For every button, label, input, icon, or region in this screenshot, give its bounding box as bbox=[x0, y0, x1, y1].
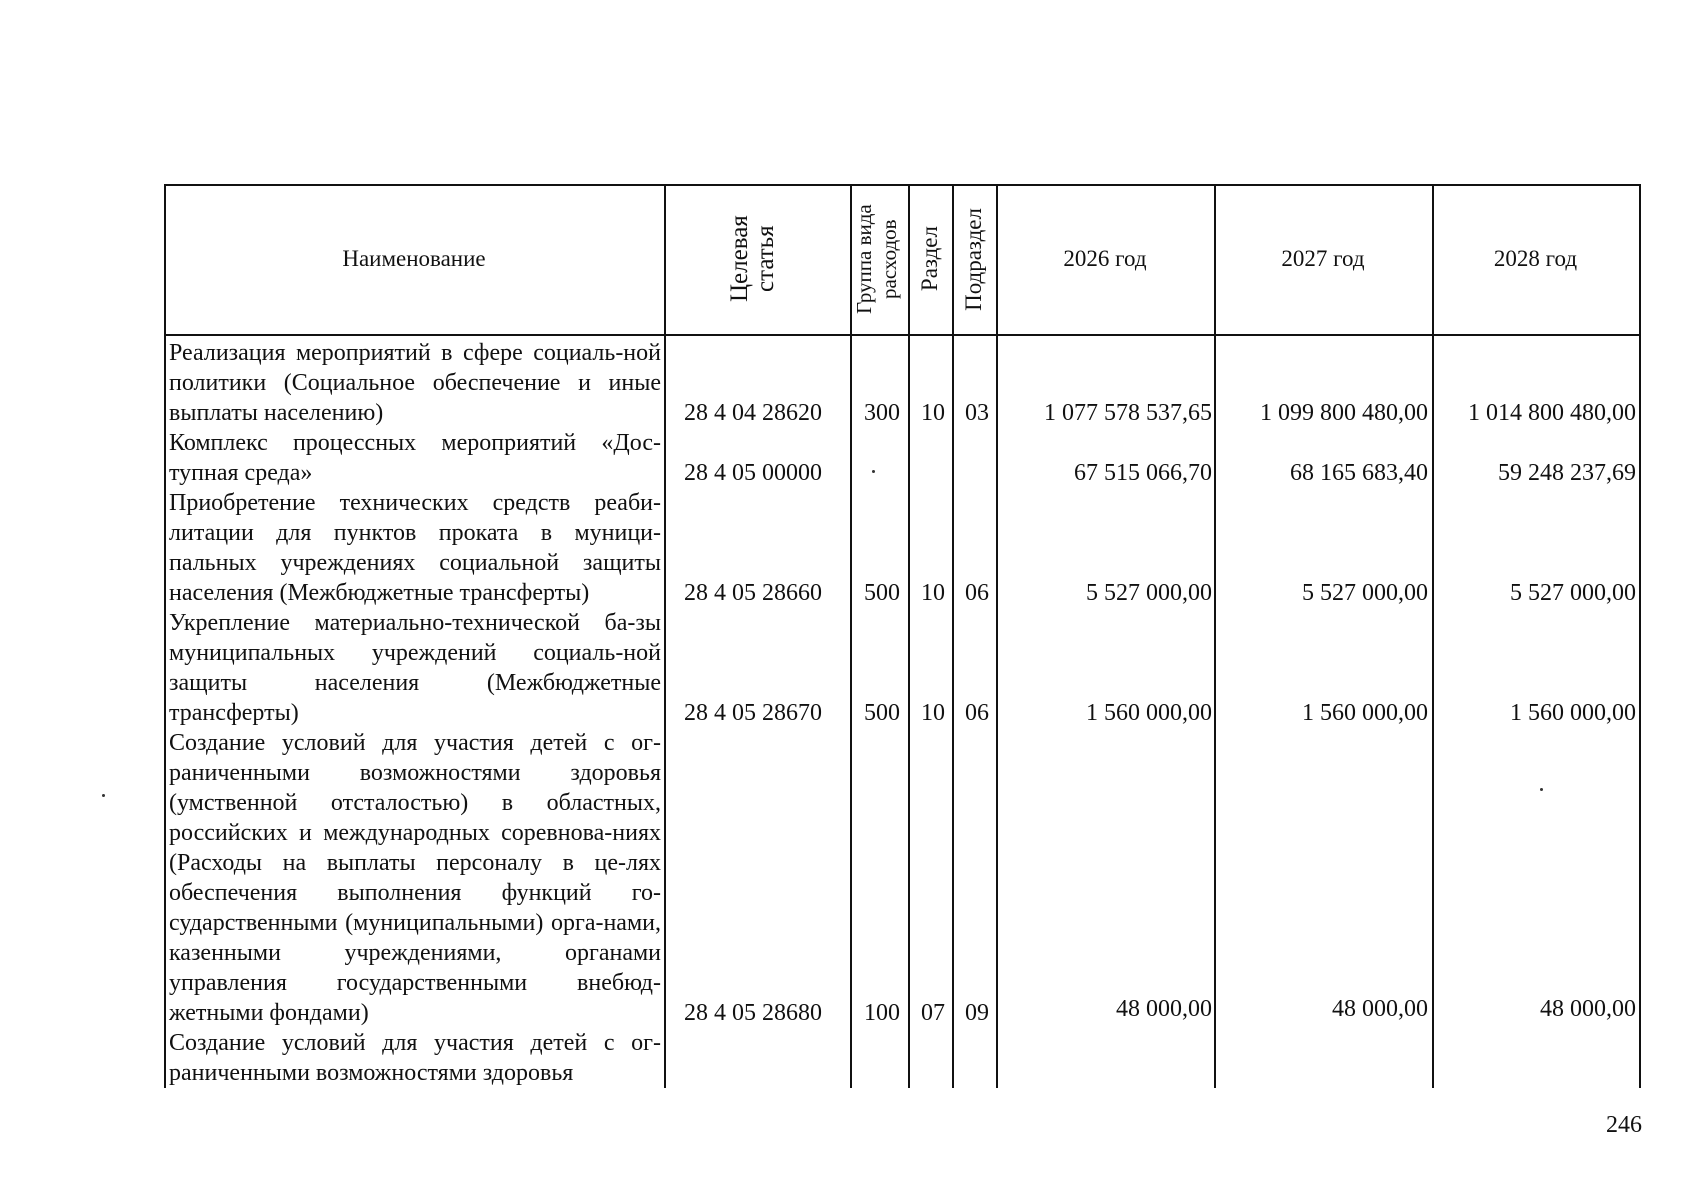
row-amount-2026: 1 077 578 537,65 bbox=[1044, 400, 1212, 426]
table-row bbox=[164, 428, 1641, 488]
row-subsection: 03 bbox=[965, 400, 989, 426]
row-section: 07 bbox=[921, 1000, 945, 1026]
row-amount-2026: 67 515 066,70 bbox=[1074, 460, 1212, 486]
row-section: 10 bbox=[921, 580, 945, 606]
row-amount-2027: 1 560 000,00 bbox=[1302, 700, 1428, 726]
header-subsection bbox=[952, 184, 996, 334]
row-name: Создание условий для участия детей с ог-раниченными возможностями здоровья bbox=[169, 1030, 661, 1086]
row-target-article: 28 4 05 28660 bbox=[684, 580, 822, 606]
row-expense-group: 500 bbox=[864, 700, 900, 726]
header-expense-group bbox=[850, 184, 908, 334]
row-amount-2028: 5 527 000,00 bbox=[1510, 580, 1636, 606]
row-name: Реализация мероприятий в сфере социаль-ной политики (Социальное обеспечение и иные выплаты населению) bbox=[169, 340, 661, 426]
header-bottom-border bbox=[164, 334, 1641, 336]
header-name bbox=[164, 184, 664, 334]
header-year-2026-label: 2026 год bbox=[1063, 246, 1147, 271]
row-amount-2027: 5 527 000,00 bbox=[1302, 580, 1428, 606]
header-target-article bbox=[664, 184, 850, 334]
row-amount-2027: 48 000,00 bbox=[1332, 996, 1428, 1022]
header-subsection-label: Подраздел bbox=[961, 207, 986, 311]
header-expense-group-label: Группа вида расходов bbox=[852, 204, 901, 314]
row-amount-2028: 1 014 800 480,00 bbox=[1468, 400, 1636, 426]
row-target-article: 28 4 05 00000 bbox=[684, 460, 822, 486]
header-target-article-label: Целевая статья bbox=[726, 215, 779, 303]
row-subsection: 06 bbox=[965, 700, 989, 726]
row-section: 10 bbox=[921, 700, 945, 726]
row-subsection: 06 bbox=[965, 580, 989, 606]
row-name: Укрепление материально-технической ба-зы муниципальных учреждений социаль-ной защиты населения (Межбюджетные трансферты) bbox=[169, 610, 661, 726]
row-subsection: 09 bbox=[965, 1000, 989, 1026]
row-expense-group: 300 bbox=[864, 400, 900, 426]
row-name: Приобретение технических средств реаби-литации для пунктов проката в муници-пальных учреждениях социальной защиты населения (Межбюджетные трансферты) bbox=[169, 490, 661, 606]
table-row bbox=[164, 728, 1641, 1028]
row-expense-group: 100 bbox=[864, 1000, 900, 1026]
page-number: 246 bbox=[1606, 1112, 1642, 1138]
table-row bbox=[164, 1028, 1641, 1088]
row-amount-2027: 68 165 683,40 bbox=[1290, 460, 1428, 486]
table-row bbox=[164, 338, 1641, 428]
row-name: Создание условий для участия детей с ог-раниченными возможностями здоровья (умственной отсталостью) в областных, российских и международных соревнова-ниях (Расходы на выплаты персоналу в це-лях обеспечения выполнения функций го-сударственными (муниципальными) орга-нами, казенными учреждениями, органами управления государственными внебюд-жетными фондами) bbox=[169, 730, 661, 1026]
header-year-2028 bbox=[1432, 184, 1639, 334]
header-section bbox=[908, 184, 952, 334]
row-section: 10 bbox=[921, 400, 945, 426]
row-target-article: 28 4 05 28670 bbox=[684, 700, 822, 726]
row-target-article: 28 4 05 28680 bbox=[684, 1000, 822, 1026]
row-amount-2026: 5 527 000,00 bbox=[1086, 580, 1212, 606]
row-expense-group: 500 bbox=[864, 580, 900, 606]
header-year-2027-label: 2027 год bbox=[1281, 246, 1365, 271]
row-name: Комплекс процессных мероприятий «Дос-тупная среда» bbox=[169, 430, 661, 486]
header-name-label: Наименование bbox=[342, 246, 486, 271]
header-year-2026 bbox=[996, 184, 1214, 334]
row-target-article: 28 4 04 28620 bbox=[684, 400, 822, 426]
budget-table bbox=[164, 184, 1641, 1088]
header-section-label: Раздел bbox=[917, 226, 942, 292]
row-amount-2028: 1 560 000,00 bbox=[1510, 700, 1636, 726]
header-year-2028-label: 2028 год bbox=[1493, 246, 1578, 271]
scan-speck bbox=[102, 794, 105, 797]
row-amount-2028: 48 000,00 bbox=[1540, 996, 1636, 1022]
scan-speck bbox=[1540, 788, 1543, 791]
header-year-2027 bbox=[1214, 184, 1432, 334]
row-amount-2026: 48 000,00 bbox=[1116, 996, 1212, 1022]
row-amount-2027: 1 099 800 480,00 bbox=[1260, 400, 1428, 426]
table-row bbox=[164, 608, 1641, 728]
row-amount-2028: 59 248 237,69 bbox=[1498, 460, 1636, 486]
scan-speck bbox=[872, 470, 875, 473]
row-amount-2026: 1 560 000,00 bbox=[1086, 700, 1212, 726]
table-row bbox=[164, 488, 1641, 608]
